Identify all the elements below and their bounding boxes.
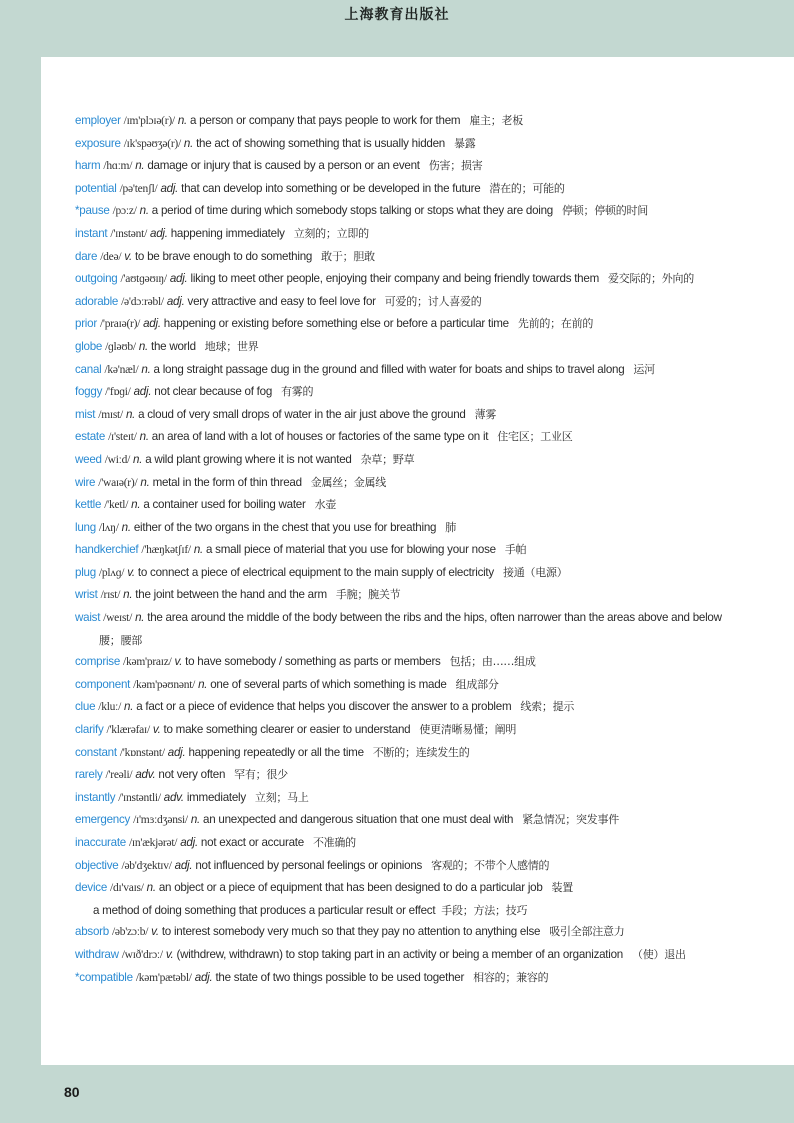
definition: happening repeatedly or all the time [188,745,364,759]
vocab-entry [75,944,735,967]
definition: an unexpected and dangerous situation that one must deal with [203,813,514,827]
phonetic: /kəm'pəʊnənt/ [133,678,196,691]
vocab-entry [75,877,735,921]
phonetic: /rɪst/ [100,589,121,602]
part-of-speech: n. [177,114,188,127]
chinese-translation: 客观的；不带个人感情的 [431,858,550,872]
phonetic: /əb'dʒektɪv/ [121,859,172,872]
part-of-speech: n. [133,452,143,466]
chinese-translation: 包括；由……组成 [449,655,536,669]
definition: an object or a piece of equipment that has been designed to do a particular job [158,881,543,895]
entry-star-marker: * [75,204,80,218]
part-of-speech: n. [121,520,131,534]
chinese-translation: 吸引全部注意力 [549,925,625,939]
definition: an area of land with a lot of houses or factories of the same type on it [151,430,489,444]
headword: globe [75,339,103,353]
phonetic: /'kɒnstənt/ [119,746,165,759]
vocab-entry [75,562,735,585]
definition: that can develop into something or be developed in the future [181,181,481,195]
chinese-translation: 紧急情况；突发事件 [522,813,619,827]
definition: the state of two things possible to be used together [215,970,465,984]
headword: comprise [75,655,121,669]
part-of-speech: n. [139,204,149,218]
headword: objective [75,858,119,872]
headword: wrist [75,588,98,602]
phonetic: /ɪ'mɜːdʒənsi/ [133,814,188,827]
definition: the act of showing something that is usually hidden [196,136,445,150]
headword: pause [79,204,110,218]
chinese-translation: 潜在的；可能的 [489,181,565,195]
phonetic: /hɑːm/ [103,160,133,173]
vocab-entry [75,155,735,178]
phonetic: /ə'dɔːrəbl/ [121,295,164,308]
headword: device [75,881,108,895]
chinese-translation: 立刻；马上 [254,790,309,804]
headword: kettle [75,498,102,512]
chinese-translation: 暴露 [453,136,476,150]
headword: clue [75,700,96,714]
definition: happening or existing before something else or before a particular time [163,317,509,331]
headword: instantly [75,790,116,804]
definition: to have somebody / something as parts or members [185,655,441,669]
definition: immediately [186,790,246,804]
phonetic: /mɪst/ [98,408,123,421]
headword: constant [75,745,117,759]
phonetic: /lʌŋ/ [98,521,119,534]
vocab-entry [75,336,735,359]
phonetic: /plʌɡ/ [98,566,125,579]
definition: to connect a piece of electrical equipment to the main supply of electricity [137,565,494,579]
chinese-translation: 手帕 [504,543,527,557]
chinese-translation: 住宅区；工业区 [497,430,573,444]
headword: emergency [75,813,131,827]
headword: adorable [75,294,119,308]
chinese-translation: 相容的；兼容的 [473,970,549,984]
vocab-entry [75,472,735,495]
vocab-entry [75,764,735,787]
headword: weed [75,452,102,466]
part-of-speech: v. [127,565,135,579]
headword: dare [75,249,98,263]
publisher-header: 上海教育出版社 [344,7,450,23]
vocab-entry [75,832,735,855]
vocab-entry [75,268,735,291]
phonetic: /kə'næl/ [104,363,139,376]
headword: component [75,677,131,691]
chinese-translation: 肺 [445,520,456,534]
definition: a wild plant growing where it is not wanted [145,452,352,466]
part-of-speech: adj. [143,317,161,331]
definition: not exact or accurate [200,836,304,849]
definition: damage or injury that is caused by a person or an event [147,159,420,173]
part-of-speech: n. [123,588,133,602]
phonetic: /dɪ'vaɪs/ [110,882,144,895]
vocab-entry [75,921,735,944]
part-of-speech: n. [131,498,141,512]
definition: a period of time during which somebody stops talking or stops what they are doing [151,204,554,218]
chinese-translation: 不断的；连续发生的 [372,745,470,759]
vocab-entry [75,855,735,878]
part-of-speech: adj. [180,836,198,849]
definition: a person or company that pays people to work for them [190,114,461,127]
chinese-translation: 薄雾 [474,407,497,421]
chinese-translation: 腰；腰部 [99,633,142,647]
chinese-translation: 组成部分 [455,677,499,691]
headword: canal [75,362,102,376]
vocab-entry [75,313,735,336]
vocab-entry [75,426,735,449]
vocab-entry [75,494,735,517]
part-of-speech: n. [135,159,145,173]
definition-sense-2: a method of doing something that produces a particular result or effect [93,903,436,917]
headword: mist [75,407,96,421]
definition: not influenced by personal feelings or opinions [195,858,423,872]
page-number: 80 [64,1084,80,1100]
vocab-entry [75,359,735,382]
headword: plug [75,565,96,579]
part-of-speech: v. [151,925,159,939]
chinese-translation-sense-2: 手段；方法；技巧 [441,903,528,917]
part-of-speech: n. [135,611,145,625]
definition: not clear because of fog [154,385,273,399]
vocab-entry [75,223,735,246]
vocab-entry [75,539,735,562]
definition: the area around the middle of the body between the ribs and the hips, often narrower than the areas above and below [147,611,722,625]
definition: a container used for boiling water [143,498,306,512]
phonetic: /kəm'praɪz/ [123,656,172,669]
chinese-translation: 可爱的；讨人喜爱的 [384,294,482,308]
part-of-speech: adj. [133,385,152,399]
definition: liking to meet other people, enjoying their company and being friendly towards them [190,272,599,286]
chinese-translation: 手腕；腕关节 [335,588,401,602]
vocab-entry [75,742,735,765]
vocab-entry [75,809,735,832]
phonetic: /pɔːz/ [112,205,137,218]
chinese-translation: 线索；提示 [520,700,575,714]
chinese-translation: 装置 [551,881,574,895]
definition: one of several parts of which something is made [210,677,447,691]
part-of-speech: n. [190,813,201,827]
chinese-translation: 雇主；老板 [469,114,524,127]
vocab-entry [75,967,735,990]
vocab-entry [75,246,735,269]
part-of-speech: v. [124,249,132,263]
phonetic: /pə'tenʃl/ [119,182,158,195]
chinese-translation: 有雾的 [281,385,314,399]
headword: compatible [79,970,133,984]
definition: (withdrew, withdrawn) to stop taking part in an activity or being a member of an organization [176,947,624,961]
phonetic: /'ɪnstəntli/ [118,791,161,804]
headword: handkerchief [75,543,139,557]
phonetic: /'praɪə(r)/ [99,318,141,331]
chinese-translation: （使）退出 [632,947,686,961]
chinese-translation: 先前的；在前的 [517,317,594,331]
chinese-translation: 停顿；停顿的时间 [562,204,648,218]
headword: rarely [75,768,103,782]
part-of-speech: adv. [135,768,156,782]
vocab-entry [75,381,735,404]
definition: to be brave enough to do something [134,249,313,263]
chinese-translation: 爱交际的；外向的 [607,272,694,286]
headword: absorb [75,925,109,939]
phonetic: /'waɪə(r)/ [98,476,138,489]
part-of-speech: adj. [169,272,188,286]
part-of-speech: adv. [163,790,184,804]
part-of-speech: v. [152,723,161,737]
phonetic: /ɪm'plɔɪə(r)/ [123,115,175,127]
phonetic: /'ɪnstənt/ [110,227,148,240]
part-of-speech: n. [193,543,204,557]
part-of-speech: adj. [174,858,193,872]
vocab-entry [75,607,735,651]
part-of-speech: n. [183,136,194,150]
vocabulary-list [75,110,735,989]
headword: harm [75,159,101,173]
phonetic: /deə/ [100,250,122,263]
part-of-speech: n. [146,881,156,895]
vocab-entry [75,291,735,314]
phonetic: /'hæŋkətʃɪf/ [141,544,191,557]
definition: a fact or a piece of evidence that helps you discover the answer to a problem [136,700,512,714]
phonetic: /ɡləʊb/ [105,340,136,353]
definition: very attractive and easy to feel love for [187,294,376,308]
headword: prior [75,317,97,331]
definition: happening immediately [170,226,285,240]
phonetic: /wɪð'drɔː/ [121,948,163,961]
headword: wire [75,475,96,489]
part-of-speech: n. [124,700,134,714]
part-of-speech: n. [138,339,149,353]
phonetic: /kluː/ [98,701,122,714]
chinese-translation: 运河 [633,362,655,376]
part-of-speech: n. [139,430,149,444]
phonetic: /ɪn'ækjərət/ [128,837,178,849]
vocab-entry [75,719,735,742]
headword: waist [75,611,101,625]
headword: foggy [75,385,103,399]
chinese-translation: 杂草；野草 [360,452,415,466]
headword: clarify [75,723,104,737]
headword: withdraw [75,947,119,961]
definition: a long straight passage dug in the ground and filled with water for boats and ships to travel along [153,362,625,376]
phonetic: /wiːd/ [104,453,131,466]
part-of-speech: adj. [160,181,179,195]
headword: potential [75,181,117,195]
phonetic: /'fɒɡi/ [105,386,131,399]
headword: employer [75,114,121,127]
vocab-entry [75,110,735,133]
vocab-entry [75,178,735,201]
chinese-translation: 地球；世界 [204,339,259,353]
phonetic: /weɪst/ [103,612,133,625]
phonetic: /'klærəfaɪ/ [106,724,150,737]
part-of-speech: v. [174,655,183,669]
definition: either of the two organs in the chest that you use for breathing [133,520,437,534]
chinese-translation: 接通（电源） [502,565,568,579]
vocab-entry [75,674,735,697]
headword: lung [75,520,96,534]
part-of-speech: v. [165,947,174,961]
vocab-entry [75,517,735,540]
definition: a small piece of material that you use for blowing your nose [206,543,496,557]
part-of-speech: n. [125,407,136,421]
part-of-speech: adj. [167,745,186,759]
vocab-entry [75,696,735,719]
chinese-translation: 伤害；损害 [428,159,483,173]
vocab-entry [75,200,735,223]
part-of-speech: n. [198,677,208,691]
phonetic: /əb'zɔːb/ [111,926,149,939]
part-of-speech: adj. [194,970,213,984]
chinese-translation: 水壶 [314,498,337,512]
part-of-speech: adj. [150,226,168,240]
chinese-translation: 不准确的 [312,836,356,849]
headword: outgoing [75,272,118,286]
headword: inaccurate [75,836,126,849]
phonetic: /'reəli/ [105,769,133,782]
definition: to interest somebody very much so that they pay no attention to anything else [161,925,541,939]
headword: estate [75,430,106,444]
vocab-entry [75,133,735,156]
phonetic: /'ketl/ [104,499,129,512]
entry-star-marker: * [75,970,80,984]
definition: to make something clearer or easier to understand [163,723,411,737]
chinese-translation: 使更清晰易懂；阐明 [419,723,517,737]
vocab-entry [75,404,735,427]
chinese-translation: 罕有；很少 [234,768,288,782]
definition: not very often [158,768,226,782]
chinese-translation: 敢于；胆敢 [321,249,375,263]
part-of-speech: adj. [166,294,185,308]
definition: metal in the form of thin thread [152,475,302,489]
phonetic: /'aʊtɡəʊɪŋ/ [120,273,167,286]
definition: a cloud of very small drops of water in the air just above the ground [138,407,466,421]
definition: the world [151,339,196,353]
part-of-speech: n. [141,362,151,376]
vocab-entry [75,449,735,472]
vocab-entry [75,787,735,810]
chinese-translation: 立刻的；立即的 [293,226,369,240]
phonetic: /kəm'pætəbl/ [135,971,192,984]
chinese-translation: 金属丝；金属线 [310,475,387,489]
headword: exposure [75,136,121,150]
vocab-entry [75,584,735,607]
vocab-entry [75,651,735,674]
phonetic: /ɪk'spəʊʒə(r)/ [123,137,181,150]
part-of-speech: n. [140,475,150,489]
headword: instant [75,226,108,240]
definition: the joint between the hand and the arm [135,588,327,602]
phonetic: /ɪ'steɪt/ [108,431,137,444]
